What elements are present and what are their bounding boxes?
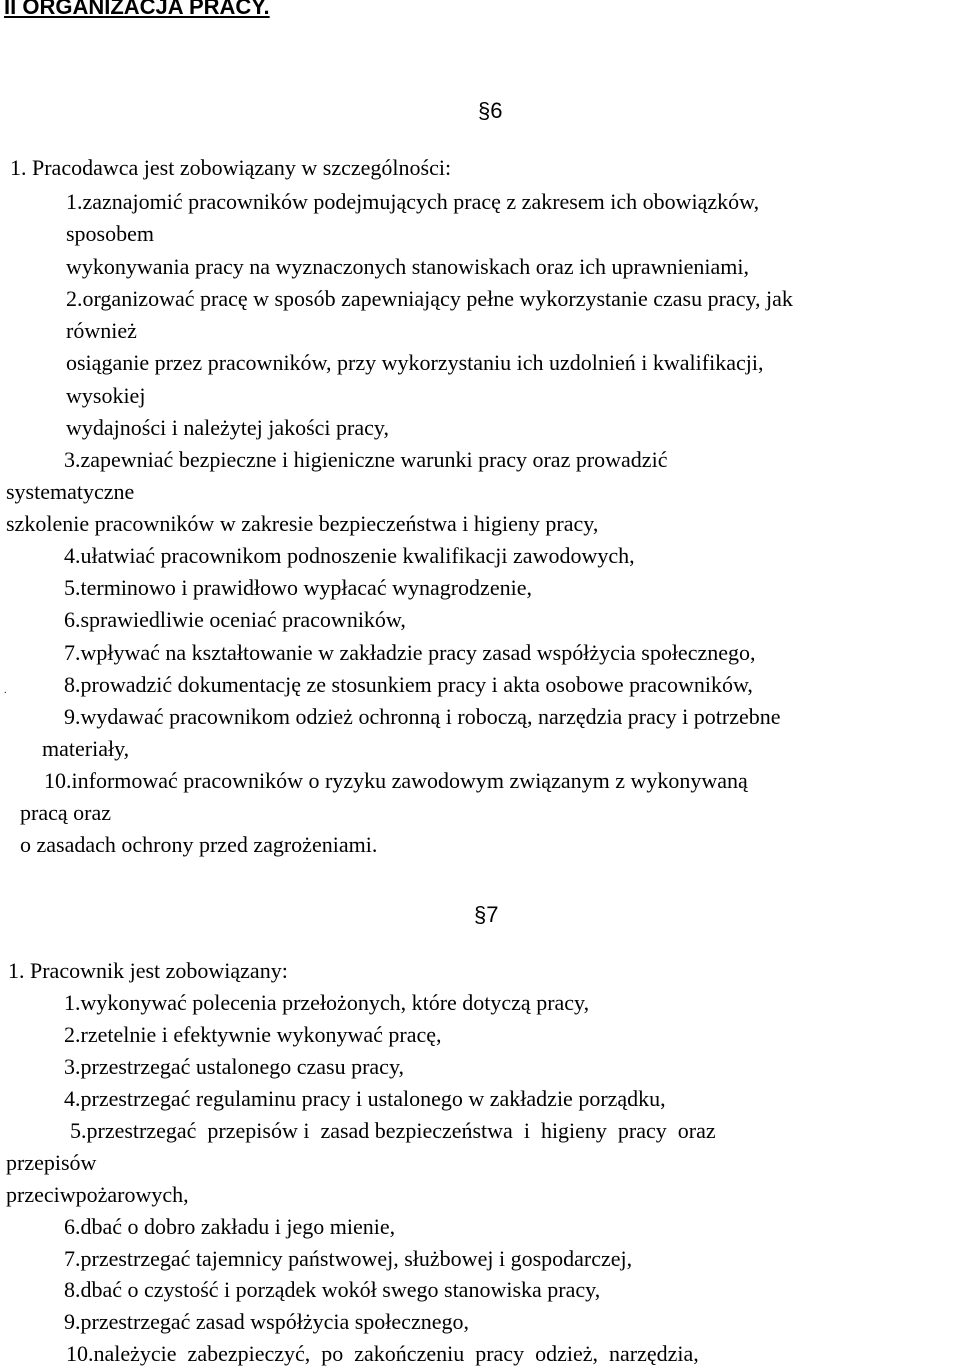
text-line: 9.przestrzegać zasad współżycia społecznego, — [64, 1309, 469, 1334]
text-line: wykonywania pracy na wyznaczonych stanowiskach oraz ich uprawnieniami, — [66, 254, 749, 279]
text-line: 3.zapewniać bezpieczne i higieniczne warunki pracy oraz prowadzić — [64, 447, 668, 472]
text-line: 7.wpływać na kształtowanie w zakładzie pracy zasad współżycia społecznego, — [64, 640, 756, 665]
text-line: 1.wykonywać polecenia przełożonych, które dotyczą pracy, — [64, 990, 590, 1015]
text-line: przepisów — [6, 1150, 97, 1175]
text-line: 5.terminowo i prawidłowo wypłacać wynagrodzenie, — [64, 575, 532, 600]
text-line: 5.przestrzegać przepisów i zasad bezpieczeństwa i higieny pracy oraz — [70, 1118, 716, 1143]
text-line: 1. Pracownik jest zobowiązany: — [8, 958, 288, 983]
text-line: przeciwpożarowych, — [6, 1182, 189, 1207]
text-line: pracą oraz — [20, 800, 111, 825]
text-line: osiąganie przez pracowników, przy wykorzystaniu ich uzdolnień i kwalifikacji, — [66, 350, 764, 375]
text-line: 7.przestrzegać tajemnicy państwowej, służbowej i gospodarczej, — [64, 1246, 633, 1271]
margin-mark: . — [4, 685, 7, 696]
section-7-number: §7 — [474, 902, 499, 927]
text-line: 8.prowadzić dokumentację ze stosunkiem pracy i akta osobowe pracowników, — [64, 672, 753, 697]
text-line: 1.zaznajomić pracowników podejmujących pracę z zakresem ich obowiązków, — [66, 189, 760, 214]
text-line: szkolenie pracowników w zakresie bezpieczeństwa i higieny pracy, — [6, 511, 599, 536]
text-line: 10.należycie zabezpieczyć, po zakończeniu pracy odzież, narzędzia, — [66, 1341, 699, 1366]
text-line: 2.organizować pracę w sposób zapewniający pełne wykorzystanie czasu pracy, jak — [66, 286, 793, 311]
text-line: 6.dbać o dobro zakładu i jego mienie, — [64, 1214, 396, 1239]
text-line: 1. Pracodawca jest zobowiązany w szczególności: — [10, 155, 452, 180]
text-line: 6.sprawiedliwie oceniać pracowników, — [64, 607, 406, 632]
text-line: 8.dbać o czystość i porządek wokół swego stanowiska pracy, — [64, 1277, 601, 1302]
text-line: 2.rzetelnie i efektywnie wykonywać pracę, — [64, 1022, 442, 1047]
text-line: również — [66, 318, 137, 343]
text-line: 3.przestrzegać ustalonego czasu pracy, — [64, 1054, 405, 1079]
text-line: sposobem — [66, 221, 154, 246]
section-6-number: §6 — [478, 98, 503, 123]
text-line: 4.przestrzegać regulaminu pracy i ustalonego w zakładzie porządku, — [64, 1086, 666, 1111]
text-line: 10.informować pracowników o ryzyku zawodowym związanym z wykonywaną — [44, 768, 748, 793]
text-line: wydajności i należytej jakości pracy, — [66, 415, 389, 440]
text-line: o zasadach ochrony przed zagrożeniami. — [20, 832, 378, 857]
text-line: 9.wydawać pracownikom odzież ochronną i roboczą, narzędzia pracy i potrzebne — [64, 704, 781, 729]
text-line: wysokiej — [66, 383, 146, 408]
chapter-title: II ORGANIZACJA PRACY. — [4, 0, 270, 19]
text-line: 4.ułatwiać pracownikom podnoszenie kwalifikacji zawodowych, — [64, 543, 635, 568]
text-line: materiały, — [42, 736, 130, 761]
text-line: systematyczne — [6, 479, 135, 504]
